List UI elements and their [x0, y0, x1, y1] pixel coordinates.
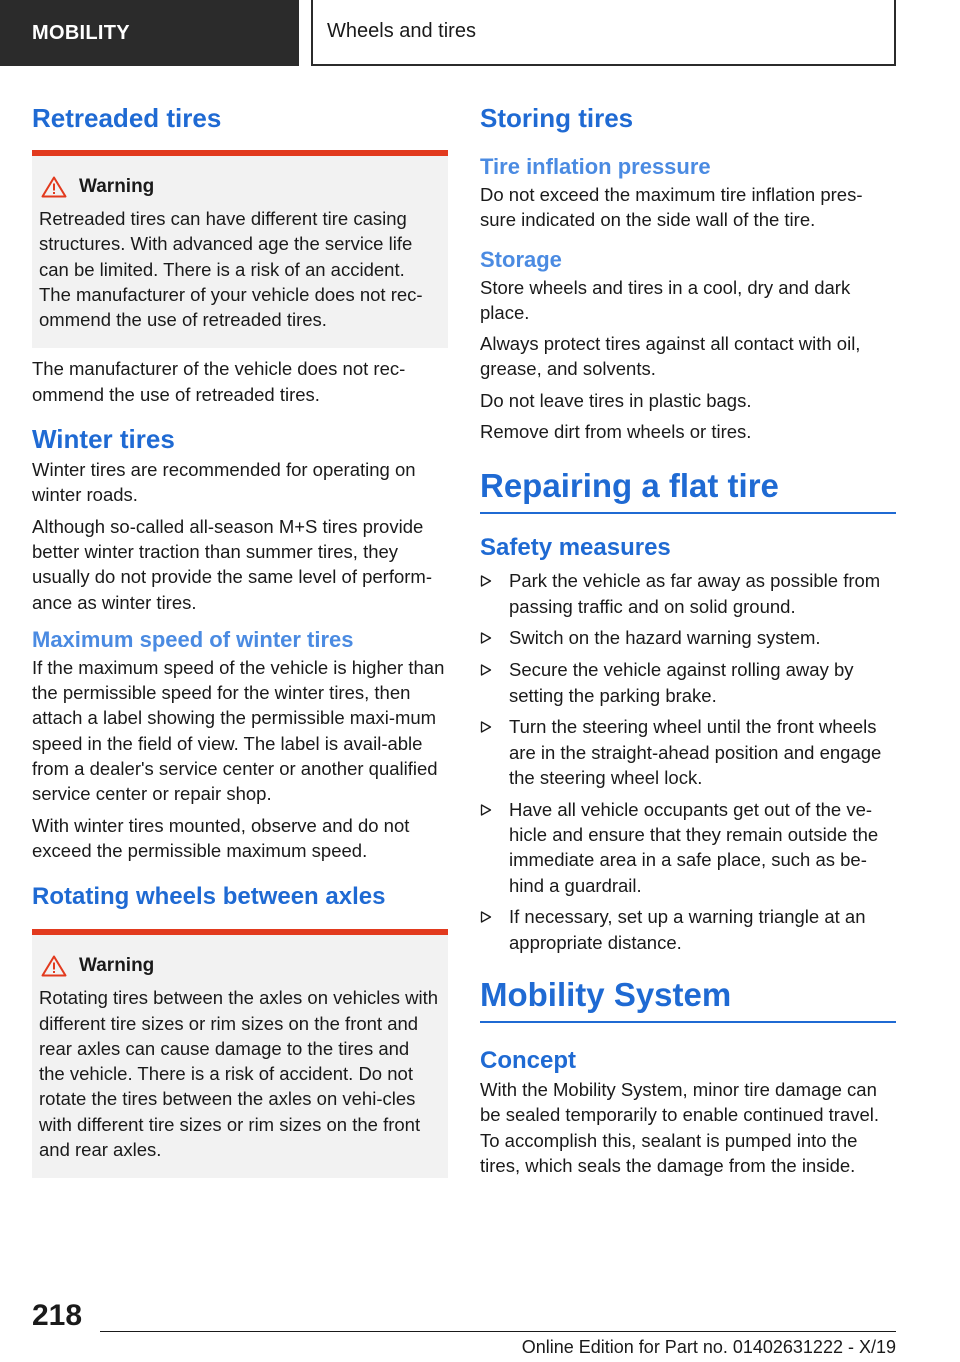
list-item: Switch on the hazard warning system. — [480, 625, 896, 650]
retreaded-heading: Retreaded tires — [32, 103, 222, 133]
triangle-bullet-icon — [480, 575, 492, 587]
max-speed-paragraph-1: If the maximum speed of the vehicle is higher than the permissible speed for the winter tires, then attach a label showing the permissible maxi-mum speed in the field of view. The label is avail-able from a dealer's service center or another qualified service center or repair shop. — [32, 656, 445, 805]
max-speed-heading: Maximum speed of winter tires — [32, 626, 354, 652]
storage-paragraph-4: Remove dirt from wheels or tires. — [480, 421, 752, 443]
chapter-title: Wheels and tires — [311, 0, 896, 66]
left-column — [32, 100, 448, 1178]
page-header — [0, 0, 960, 66]
warning-label: Warning — [79, 955, 155, 977]
winter-paragraph-2: Although so-called all-season M+S tires provide better winter traction than summer tires, they usually do not provide the same level of perform-ance as winter tires. — [32, 515, 433, 613]
section-tab: MOBILITY — [0, 0, 299, 66]
retreaded-warning-text: Retreaded tires can have different tire casing structures. With advanced age the service life can be limited. There is a risk of an accident. The manufacturer of your vehicle does not rec-ommend the use of retreaded tires. — [39, 208, 423, 331]
rotating-heading: Rotating wheels between axles — [32, 883, 386, 911]
list-item: Turn the steering wheel until the front wheels are in the straight-ahead position and engage the steering wheel lock. — [480, 714, 896, 790]
triangle-bullet-icon — [480, 911, 492, 923]
page-number: 218 — [32, 1299, 83, 1332]
right-column — [480, 100, 896, 1178]
storage-paragraph-2: Always protect tires against all contact with oil, grease, and solvents. — [480, 333, 861, 380]
winter-paragraph-1: Winter tires are recommended for operating on winter roads. — [32, 459, 416, 506]
retreaded-warning-box — [32, 150, 448, 348]
safety-list — [480, 568, 896, 955]
storage-heading: Storage — [480, 246, 562, 272]
triangle-bullet-icon — [480, 664, 492, 676]
max-speed-paragraph-2: With winter tires mounted, observe and do not exceed the permissible maximum speed. — [32, 814, 410, 861]
warning-triangle-icon — [41, 955, 67, 977]
edition-note: Online Edition for Part no. 01402631222 - X/19 — [521, 1337, 896, 1357]
list-item: Have all vehicle occupants get out of the ve-hicle and ensure that they remain outside the immediate area in a safe place, such as be-hind a guardrail. — [480, 797, 896, 898]
list-item: Park the vehicle as far away as possible from passing traffic and on solid ground. — [480, 568, 896, 619]
pressure-text: Do not exceed the maximum tire inflation pres-sure indicated on the side wall of the tire. — [480, 184, 863, 231]
safety-heading: Safety measures — [480, 534, 671, 562]
list-item: Secure the vehicle against rolling away by setting the parking brake. — [480, 657, 896, 708]
storage-paragraph-3: Do not leave tires in plastic bags. — [480, 389, 752, 411]
storing-heading: Storing tires — [480, 103, 634, 133]
winter-heading: Winter tires — [32, 424, 175, 455]
footer-divider — [100, 1331, 896, 1332]
triangle-bullet-icon — [480, 632, 492, 644]
rotating-warning-box — [32, 929, 448, 1178]
mobility-system-heading: Mobility System — [480, 973, 896, 1023]
triangle-bullet-icon — [480, 804, 492, 816]
warning-label: Warning — [79, 176, 155, 197]
pressure-heading: Tire inflation pressure — [480, 154, 711, 179]
concept-heading: Concept — [480, 1047, 576, 1075]
retreaded-body: The manufacturer of the vehicle does not rec-ommend the use of retreaded tires. — [32, 358, 406, 405]
triangle-bullet-icon — [480, 721, 492, 733]
concept-text: With the Mobility System, minor tire damage can be sealed temporarily to enable continued travel. To accomplish this, sealant is pumped into the tires, which seals the damage from the inside. — [480, 1079, 880, 1176]
warning-triangle-icon — [41, 176, 67, 198]
list-item: If necessary, set up a warning triangle at an appropriate distance. — [480, 904, 896, 955]
rotating-warning-text: Rotating tires between the axles on vehicles with different tire sizes or rim sizes on the front and rear axles can cause damage to the tires and the vehicle. There is a risk of accident. Do not rotate the tires between the axles on vehi-cles with different tire sizes or rim sizes on the front and rear axles. — [39, 987, 438, 1161]
storage-paragraph-1: Store wheels and tires in a cool, dry and dark place. — [480, 276, 851, 323]
flat-tire-heading: Repairing a flat tire — [480, 464, 896, 514]
